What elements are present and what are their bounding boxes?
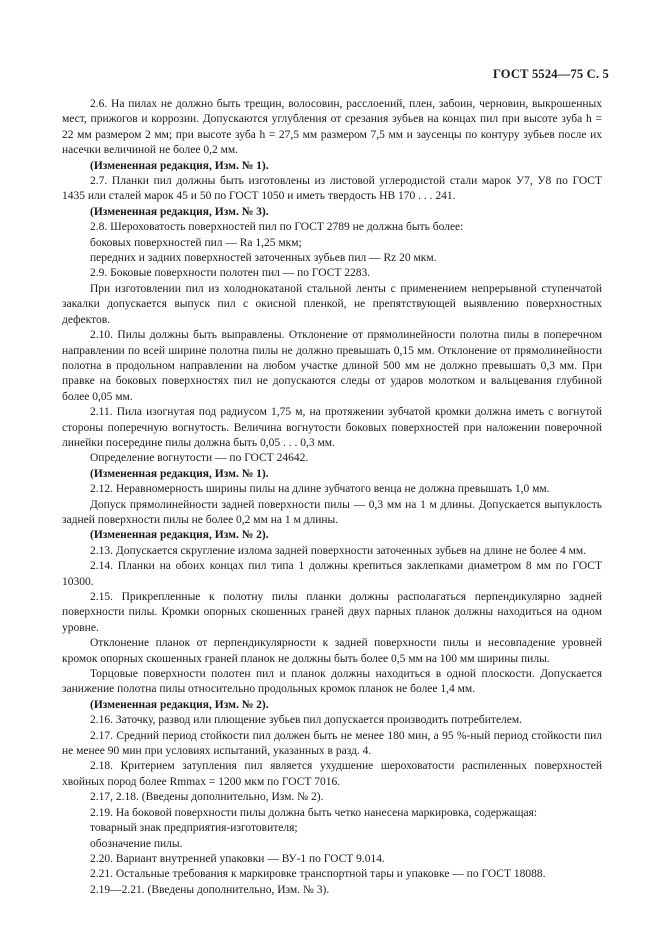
paragraph-2-14: 2.14. Планки на обоих концах пил типа 1 должны крепиться заклепками диаметром 8 мм по ГОСТ 10300. [62, 560, 602, 588]
list-item: товарный знак предприятия-изготовителя; [90, 822, 298, 835]
amendment-note: 2.19—2.21. (Введены дополнительно, Изм. № 3). [90, 883, 330, 896]
paragraph-2-9: 2.9. Боковые поверхности полотен пил — по ГОСТ 2283. [90, 267, 371, 280]
paragraph-2-19: 2.19. На боковой поверхности пилы должна быть четко нанесена маркировка, содержащая: [90, 806, 538, 819]
list-item: передних и задних поверхностей заточенных зубьев пил — Rz 20 мкм. [90, 252, 437, 265]
list-item: обозначение пилы. [90, 837, 183, 850]
amendment-note: (Измененная редакция, Изм. № 3). [90, 205, 269, 218]
amendment-note: 2.17, 2.18. (Введены дополнительно, Изм. № 2). [90, 791, 324, 804]
paragraph-2-11: 2.11. Пила изогнутая под радиусом 1,75 м, на протяжении зубчатой кромки должна иметь с вогнутой стороны поперечную вогнутость. Величина вогнутости боковых поверхностей при наложении поверочной линейки посередине пилы должна быть 0,05 . . . 0,3 мм. [62, 406, 602, 449]
list-item: боковых поверхностей пил — Ra 1,25 мкм; [90, 236, 302, 249]
paragraph-2-15-cont: Отклонение планок от перпендикулярности к задней поверхности пилы и несовпадение уровней кромок опорных скошенных граней планок не должны быть более 0,5 мм на 100 мм ширины пилы. [62, 637, 602, 665]
paragraph-2-21: 2.21. Остальные требования к маркировке транспортной тары и упаковке — по ГОСТ 18088. [90, 868, 546, 881]
paragraph-2-20: 2.20. Вариант внутренней упаковки — ВУ-1 по ГОСТ 9.014. [90, 852, 385, 865]
document-body [62, 97, 602, 898]
paragraph-2-9-cont: При изготовлении пил из холоднокатаной стальной ленты с применением непрерывной ступенчатой закалки допускается выпуск пил с окисной пленкой, не препятствующей выявлению поверхностных дефектов. [62, 282, 602, 326]
paragraph-2-13: 2.13. Допускается скругление излома задней поверхности заточенных зубьев на длине не более 4 мм. [90, 544, 587, 557]
amendment-note: (Измененная редакция, Изм. № 1). [90, 467, 269, 480]
paragraph-2-6: 2.6. На пилах не должно быть трещин, волосовин, расслоений, плен, забоин, черновин, выкрошенных мест, прижогов и коррозии. Допускаются углубления от срезания зубьев на концах пил при высоте зуба h = 22 мм размером 2 мм; при высоте зуба h = 27,5 мм размером 7,5 мм и заусенцы по контуру зубьев после их насечки величиной не более 0,2 мм. [62, 98, 602, 157]
paragraph-2-18: 2.18. Критерием затупления пил является ухудшение шероховатости распиленных поверхностей хвойных пород более Rmmax = 1200 мкм по ГОСТ 7016. [62, 760, 602, 788]
amendment-note: (Измененная редакция, Изм. № 2). [90, 698, 269, 711]
paragraph-2-11-cont: Определение вогнутости — по ГОСТ 24642. [90, 452, 309, 465]
page-header: ГОСТ 5524—75 С. 5 [492, 67, 609, 81]
amendment-note: (Измененная редакция, Изм. № 2). [90, 529, 269, 542]
paragraph-2-8: 2.8. Шероховатость поверхностей пил по ГОСТ 2789 не должна быть более: [90, 221, 464, 234]
paragraph-2-16: 2.16. Заточку, развод или плющение зубьев пил допускается производить потребителем. [90, 714, 523, 727]
paragraph-2-15-cont: Торцовые поверхности полотен пил и планок должны находиться в одной плоскости. Допускается занижение полотна пилы относительно продольных кромок планок не более 1,4 мм. [62, 668, 602, 696]
paragraph-2-7: 2.7. Планки пил должны быть изготовлены из листовой углеродистой стали марок У7, У8 по ГОСТ 1435 или сталей марок 45 и 50 по ГОСТ 1050 и иметь твердость НВ 170 . . . 241. [62, 175, 602, 203]
amendment-note: (Измененная редакция, Изм. № 1). [90, 159, 269, 172]
paragraph-2-15: 2.15. Прикрепленные к полотну пилы планки должны располагаться перпендикулярно задней поверхности пилы. Кромки опорных скошенных граней двух парных планок должны находиться на одном уровне. [62, 591, 602, 634]
paragraph-2-12: 2.12. Неравномерность ширины пилы на длине зубчатого венца не должна превышать 1,0 мм. [90, 483, 550, 496]
paragraph-2-17: 2.17. Средний период стойкости пил должен быть не менее 180 мин, а 95 %-ный период стойкости пил не менее 90 мин при условиях испытаний, указанных в разд. 4. [62, 729, 602, 758]
paragraph-2-12-cont: Допуск прямолинейности задней поверхности пилы — 0,3 мм на 1 м длины. Допускается выпуклость задней поверхности пилы не более 0,2 мм на 1 м длины. [62, 498, 602, 526]
paragraph-2-10: 2.10. Пилы должны быть выправлены. Отклонение от прямолинейности полотна пилы в поперечном направлении по всей ширине полотна пилы не должно превышать 0,15 мм. Отклонение от прямолинейности полотна в продольном направлении на любом участке длиной 500 мм не должно превышать 0,3 мм. При правке на боковых поверхностях пил не допускаются следы от ударов молотком и вальцевания глубиной более 0,05 мм. [62, 329, 602, 403]
